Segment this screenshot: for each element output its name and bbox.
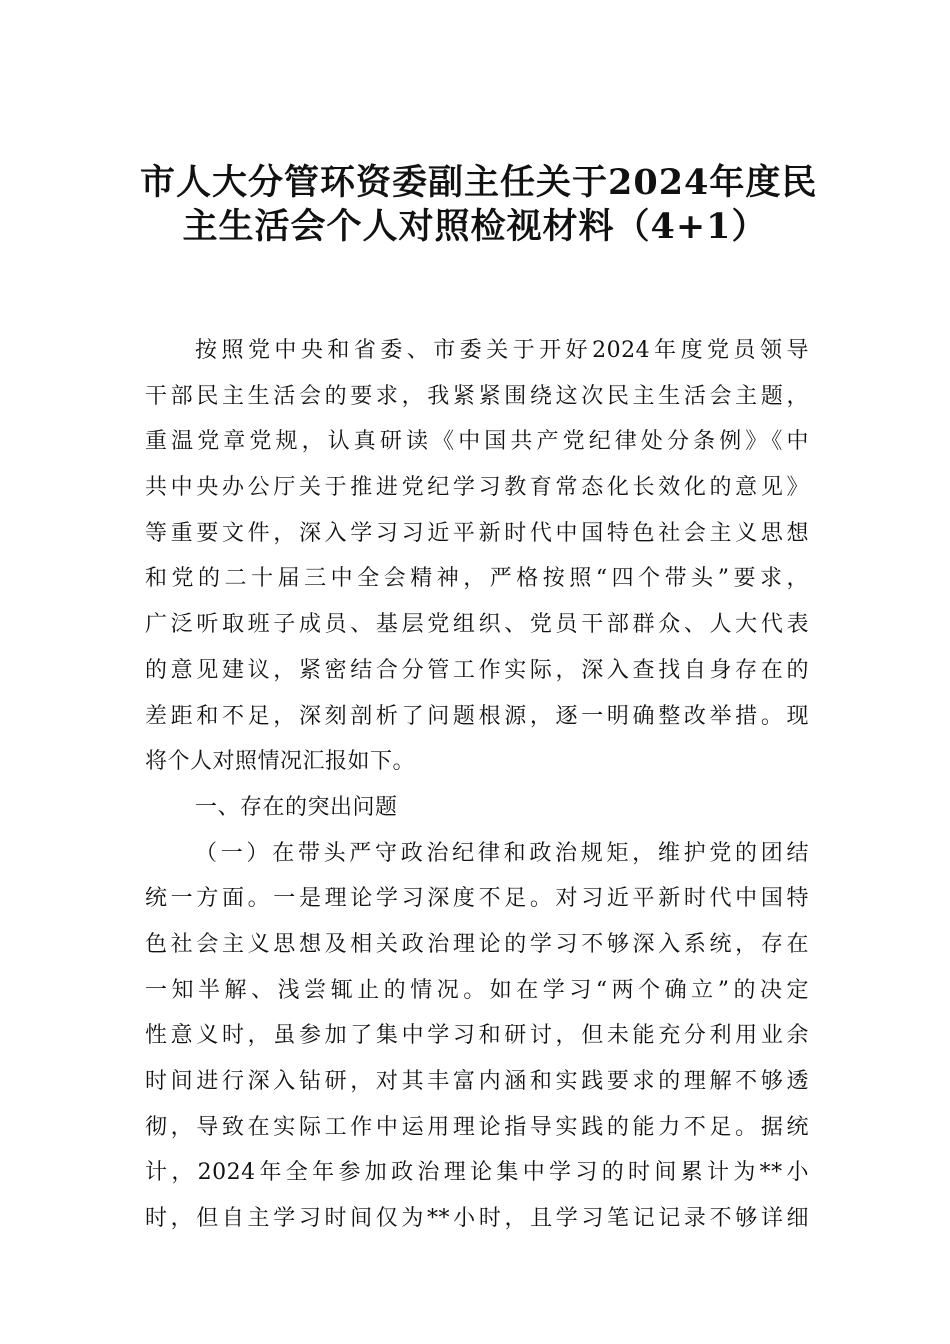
section-heading: 一、存在的突出问题 — [195, 794, 398, 820]
intro-line: 共中央办公厅关于推进党纪学习教育常态化长效化的意见》 — [145, 475, 809, 501]
intro-line: 按照党中央和省委、市委关于开好2024年度党员领导 — [195, 338, 809, 363]
intro-line: 广泛听取班子成员、基层党组织、党员干部群众、人大代表 — [145, 612, 809, 638]
intro-line: 干部民主生活会的要求，我紧紧围绕这次民主生活会主题， — [145, 383, 809, 409]
section-line: 彻，导致在实际工作中运用理论指导实践的能力不足。据统 — [145, 1114, 809, 1140]
section-line: 一知半解、浅尝辄止的情况。如在学习“两个确立”的决定 — [145, 977, 809, 1003]
intro-line: 将个人对照情况汇报如下。 — [145, 749, 416, 775]
intro-line: 重温党章党规，认真研读《中国共产党纪律处分条例》《中 — [145, 429, 809, 455]
intro-line: 差距和不足，深刻剖析了问题根源，逐一明确整改举措。现 — [145, 703, 809, 729]
section-line: 统一方面。一是理论学习深度不足。对习近平新时代中国特 — [145, 886, 809, 912]
section-line: 色社会主义思想及相关政治理论的学习不够深入系统，存在 — [145, 931, 809, 957]
document-title-line-2: 主生活会个人对照检视材料（4+1） — [182, 206, 768, 247]
intro-line: 等重要文件，深入学习习近平新时代中国特色社会主义思想 — [145, 520, 809, 546]
section-line: 性意义时，虽参加了集中学习和研讨，但未能充分利用业余 — [145, 1023, 809, 1049]
section-line: 时间进行深入钻研，对其丰富内涵和实践要求的理解不够透 — [145, 1069, 809, 1094]
intro-line: 和党的二十届三中全会精神，严格按照“四个带头”要求， — [145, 566, 809, 592]
document-body — [145, 328, 809, 1242]
intro-line: 的意见建议，紧密结合分管工作实际，深入查找自身存在的 — [145, 657, 809, 683]
document-title-line-1: 市人大分管环资委副主任关于2024年度民 — [140, 162, 818, 203]
section-line: 计，2024年全年参加政治理论集中学习的时间累计为**小 — [145, 1160, 809, 1186]
section-line: （一）在带头严守政治纪律和政治规矩，维护党的团结 — [195, 840, 809, 866]
section-line: 时，但自主学习时间仅为**小时，且学习笔记记录不够详细 — [145, 1206, 809, 1232]
